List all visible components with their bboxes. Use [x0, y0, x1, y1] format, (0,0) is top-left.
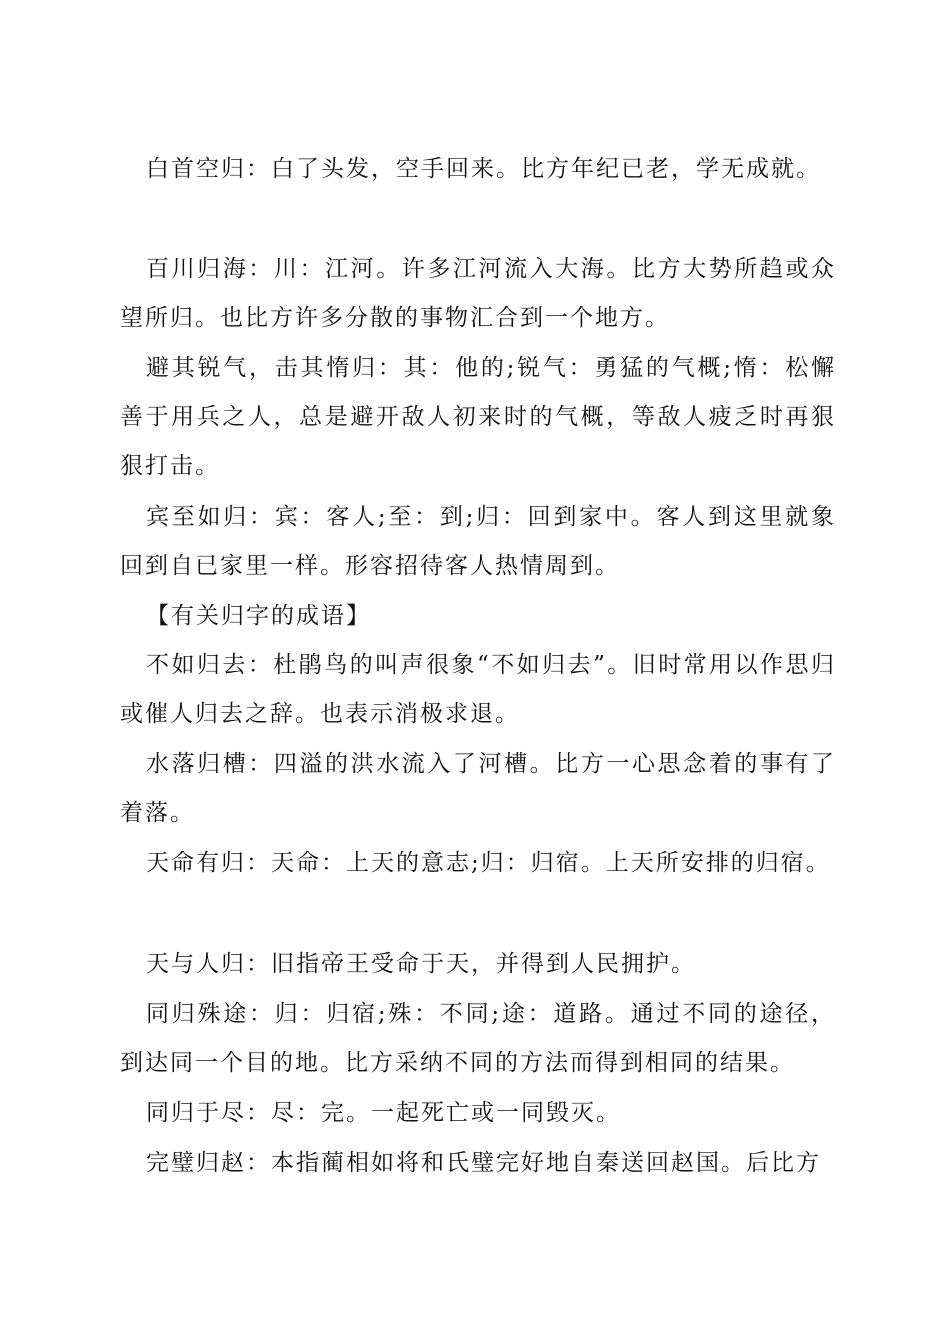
paragraph-baishou-konggui: 白首空归：白了头发，空手回来。比方年纪已老，学无成就。	[146, 156, 821, 182]
paragraph-tonggui-yujin: 同归于尽：尽：完。一起死亡或一同毁灭。	[146, 1100, 621, 1126]
paragraph-tianming-yougui: 天命有归：天命：上天的意志;归：归宿。上天所安排的归宿。	[146, 850, 831, 876]
paragraph-binzhi-rugui: 宾至如归：宾：客人;至：到;归：回到家中。客人到这里就象回到自已家里一样。形容招待客人热情周到。	[120, 504, 836, 579]
paragraph-tianyu-rengui: 天与人归：旧指帝王受命于天，并得到人民拥护。	[146, 951, 696, 977]
paragraph-wanbi-guizhao: 完璧归赵：本指蔺相如将和氏璧完好地自秦送回赵国。后比方	[146, 1150, 821, 1176]
paragraph-shuiluo-guicao: 水落归槽：四溢的洪水流入了河槽。比方一心思念着的事有了着落。	[120, 751, 836, 826]
paragraph-buru-guiqu: 不如归去：杜鹃鸟的叫声很象“不如归去”。旧时常用以作思归或催人归去之辞。也表示消极求退。	[120, 652, 836, 727]
paragraph-tonggui-shutu: 同归殊途：归：归宿;殊：不同;途：道路。通过不同的途径，到达同一个目的地。比方采纳不同的方法而得到相同的结果。	[120, 1001, 836, 1076]
paragraph-baichuan-guihai: 百川归海：川：江河。许多江河流入大海。比方大势所趋或众望所归。也比方许多分散的事物汇合到一个地方。	[120, 256, 836, 331]
section-heading: 【有关归字的成语】	[146, 603, 371, 629]
paragraph-biqi-ruiqi: 避其锐气，击其惰归：其：他的;锐气：勇猛的气概;惰：松懈善于用兵之人，总是避开敌人初来时的气概，等敌人疲乏时再狠狠打击。	[120, 355, 836, 479]
